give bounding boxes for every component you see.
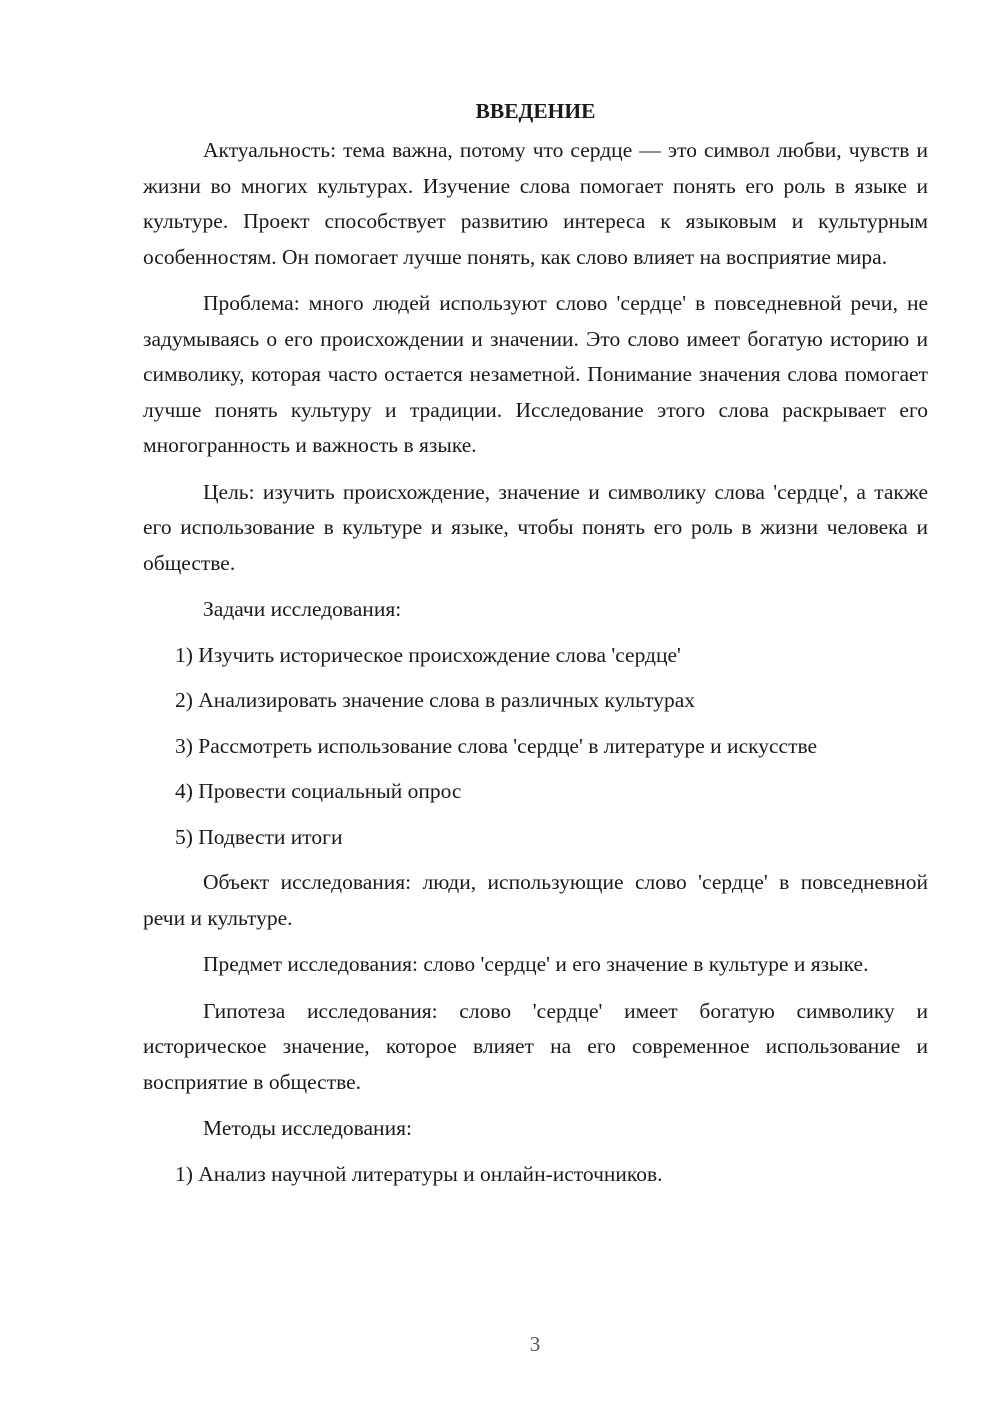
problem-paragraph: Проблема: много людей используют слово 'сердце' в повседневной речи, не задумываясь о его происхождении и значении. Это слово имеет богатую историю и символику, которая часто остается незаметной. Понимание значения слова помогает лучше понять культуру и традиции. Исследование этого слова раскрывает его многогранность и важность в языке. [143, 291, 928, 457]
methods-heading: Методы исследования: [203, 1116, 412, 1140]
list-item: 2) Анализировать значение слова в различных культурах [175, 688, 695, 712]
list-item: 1) Анализ научной литературы и онлайн-источников. [175, 1161, 663, 1186]
subject-paragraph: Предмет исследования: слово 'сердце' и его значение в культуре и языке. [203, 952, 869, 976]
tasks-list [143, 638, 928, 856]
object-paragraph: Объект исследования: люди, использующие слово 'сердце' в повседневной речи и культуре. [143, 870, 928, 930]
section-title: ВВЕДЕНИЕ [475, 99, 596, 123]
methods-list [143, 1157, 928, 1193]
list-item: 3) Рассмотреть использование слова 'сердце' в литературе и искусстве [175, 733, 818, 758]
list-item: 4) Провести социальный опрос [175, 779, 462, 803]
list-item: 1) Изучить историческое происхождение слова 'сердце' [175, 642, 681, 667]
tasks-heading: Задачи исследования: [203, 597, 402, 621]
document-page [143, 94, 928, 1202]
goal-paragraph: Цель: изучить происхождение, значение и символику слова 'сердце', а также его использование в культуре и языке, чтобы понять его роль в жизни человека и обществе. [143, 479, 928, 575]
relevance-paragraph: Актуальность: тема важна, потому что сердце — это символ любви, чувств и жизни во многих культурах. Изучение слова помогает понять его роль в языке и культуре. Проект способствует развитию интереса к языковым и культурным особенностям. Он помогает лучше понять, как слово влияет на восприятие мира. [143, 138, 928, 269]
hypothesis-paragraph: Гипотеза исследования: слово 'сердце' имеет богатую символику и историческое значение, которое влияет на его современное использование и восприятие в обществе. [143, 998, 928, 1094]
list-item: 5) Подвести итоги [175, 824, 343, 849]
page-number: 3 [529, 1332, 541, 1356]
